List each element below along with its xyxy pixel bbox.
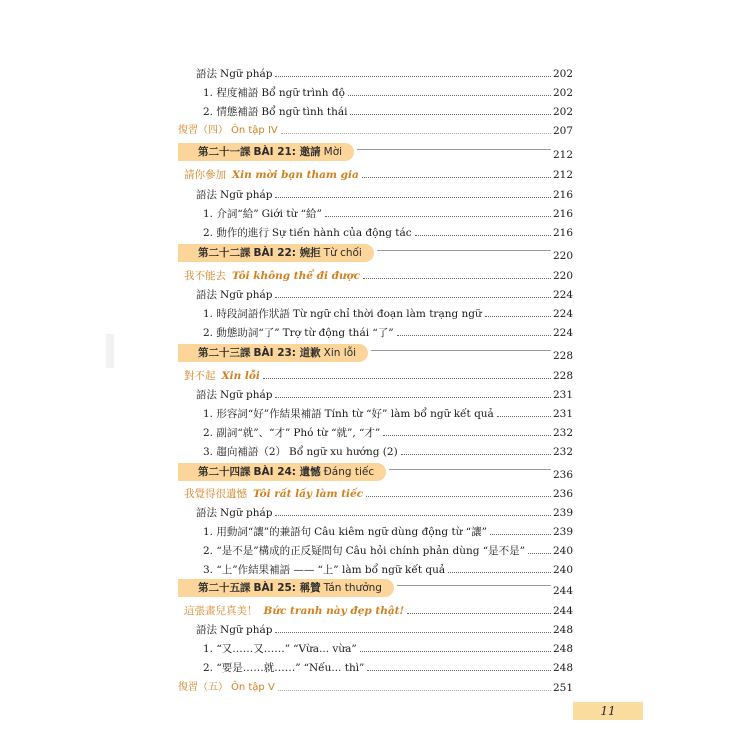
chinese-title: 這張畫兒真美！ bbox=[184, 605, 258, 617]
chinese-title: 對不起 bbox=[184, 370, 216, 382]
toc-entry-sub[interactable] bbox=[0, 556, 750, 576]
chinese-title: 語法 bbox=[196, 189, 217, 201]
toc-page-number: 232 bbox=[553, 427, 574, 439]
chinese-title: 語法 bbox=[196, 289, 217, 301]
toc-entry-label bbox=[178, 579, 394, 597]
vietnamese-title: Xin lỗi bbox=[221, 370, 260, 382]
toc-entry-grammar[interactable] bbox=[0, 616, 750, 636]
toc-page-number: 236 bbox=[553, 488, 574, 500]
toc-entry-dialog[interactable] bbox=[0, 262, 750, 282]
dot-leader bbox=[497, 415, 551, 417]
toc-entry-label bbox=[203, 446, 398, 458]
dot-leader bbox=[485, 315, 551, 317]
toc-page-number: 202 bbox=[553, 68, 574, 80]
toc-page-number: 216 bbox=[553, 208, 574, 220]
chinese-title: 2. 動作的進行 bbox=[203, 227, 269, 239]
chinese-title: 1. “又……又……” bbox=[203, 643, 291, 655]
dot-leader bbox=[397, 584, 551, 586]
dot-leader bbox=[371, 349, 551, 351]
chinese-title: 2. 副詞“就”、“才” bbox=[203, 427, 291, 439]
toc-page-number: 224 bbox=[553, 308, 574, 320]
lesson-chinese-topic: 遺憾 bbox=[299, 466, 321, 478]
chinese-title: 語法 bbox=[196, 68, 217, 80]
chinese-title: 第二十二課 bbox=[198, 247, 251, 259]
toc-entry-dialog[interactable] bbox=[0, 480, 750, 500]
side-marker bbox=[106, 334, 114, 368]
toc-entry-grammar[interactable] bbox=[0, 381, 750, 401]
chinese-title: 第二十一課 bbox=[198, 146, 251, 158]
vietnamese-title: Xin mời bạn tham gia bbox=[232, 169, 359, 181]
toc-page-number: 216 bbox=[553, 189, 574, 201]
toc-page-number: 240 bbox=[553, 545, 574, 557]
dot-leader bbox=[275, 75, 551, 77]
toc-entry-sub[interactable] bbox=[0, 98, 750, 118]
vietnamese-title: Ôn tập IV bbox=[231, 125, 278, 136]
toc-entry-sub[interactable] bbox=[0, 518, 750, 538]
dot-leader bbox=[360, 650, 551, 652]
toc-page-number: 248 bbox=[553, 624, 574, 636]
dot-leader bbox=[366, 495, 551, 497]
vietnamese-title: Từ chối bbox=[323, 247, 362, 259]
toc-entry-label bbox=[178, 682, 275, 694]
chinese-title: 語法 bbox=[196, 624, 217, 636]
toc-page-number: 228 bbox=[553, 350, 574, 362]
chinese-title: 3. “上”作結果補語 —— bbox=[203, 564, 315, 576]
vietnamese-title: Ôn tập V bbox=[231, 682, 275, 693]
dot-leader bbox=[383, 434, 551, 436]
vietnamese-title: Tính từ “好” làm bổ ngữ kết quả bbox=[324, 408, 494, 420]
toc-entry-grammar[interactable] bbox=[0, 281, 750, 301]
vietnamese-title: Đáng tiếc bbox=[323, 466, 375, 478]
lesson-chinese-topic: 道歉 bbox=[299, 347, 321, 359]
vietnamese-title: “Vừa... vừa” bbox=[293, 643, 357, 655]
dot-leader bbox=[367, 669, 551, 671]
toc-page-number: 231 bbox=[553, 408, 574, 420]
toc-page-number: 220 bbox=[553, 270, 574, 282]
toc-entry-grammar[interactable] bbox=[0, 499, 750, 519]
toc-page-number: 228 bbox=[553, 370, 574, 382]
toc-entry-label bbox=[203, 662, 364, 674]
dot-leader bbox=[275, 631, 551, 633]
chinese-title: 3. 趨向補語（2） bbox=[203, 446, 287, 458]
vietnamese-title: Tôi không thể đi được bbox=[232, 270, 360, 282]
vietnamese-title: Câu kiêm ngữ dùng động từ “讓” bbox=[314, 526, 488, 538]
dot-leader bbox=[357, 148, 551, 150]
toc-entry-label bbox=[203, 327, 394, 339]
chinese-title: 2. “要是……就……” bbox=[203, 662, 301, 674]
lesson-number: BÀI 23: bbox=[253, 347, 297, 359]
toc-page-number: 202 bbox=[553, 106, 574, 118]
lesson-chinese-topic: 婉拒 bbox=[299, 247, 321, 259]
toc-entry-sub[interactable] bbox=[0, 79, 750, 99]
chinese-title: 2. 動態助詞“了” bbox=[203, 327, 280, 339]
dot-leader bbox=[275, 514, 551, 516]
dot-leader bbox=[275, 396, 551, 398]
dot-leader bbox=[415, 234, 551, 236]
toc-entry-label bbox=[203, 227, 412, 239]
vietnamese-title: Ngữ pháp bbox=[220, 68, 273, 80]
chinese-title: 復習（四） bbox=[178, 125, 228, 136]
vietnamese-title: Tán thưởng bbox=[323, 582, 382, 594]
chinese-title: 我覺得很遺憾 bbox=[184, 488, 247, 500]
vietnamese-title: Bổ ngữ xu hướng (2) bbox=[289, 446, 398, 458]
toc-entry-lesson[interactable] bbox=[0, 575, 750, 597]
toc-entry-grammar[interactable] bbox=[0, 181, 750, 201]
vietnamese-title: Tôi rất lấy làm tiếc bbox=[253, 488, 364, 500]
vietnamese-title: Sự tiến hành của động tác bbox=[271, 227, 412, 239]
toc-entry-label bbox=[178, 244, 374, 262]
chinese-title: 我不能去 bbox=[184, 270, 226, 282]
toc-entry-review[interactable] bbox=[0, 117, 750, 137]
toc-page-number: 220 bbox=[553, 250, 574, 262]
vietnamese-title: Bức tranh này đẹp thật! bbox=[263, 605, 405, 617]
dot-leader bbox=[348, 94, 551, 96]
toc-page-number: 244 bbox=[553, 585, 574, 597]
vietnamese-title: Ngữ pháp bbox=[220, 507, 273, 519]
lesson-number: BÀI 25: bbox=[253, 582, 297, 594]
vietnamese-title: Câu hỏi chính phản dùng “是不是” bbox=[345, 545, 526, 557]
toc-page-number: 248 bbox=[553, 662, 574, 674]
toc-entry-label bbox=[184, 169, 359, 181]
toc-page-number: 244 bbox=[553, 605, 574, 617]
toc-page-number: 239 bbox=[553, 507, 574, 519]
toc-page-number: 224 bbox=[553, 327, 574, 339]
dot-leader bbox=[389, 468, 551, 470]
vietnamese-title: Ngữ pháp bbox=[220, 624, 273, 636]
dot-leader bbox=[281, 132, 551, 134]
toc-entry-lesson[interactable] bbox=[0, 240, 750, 262]
toc-entry-lesson[interactable] bbox=[0, 459, 750, 481]
dot-leader bbox=[377, 249, 551, 251]
toc-entry-sub[interactable] bbox=[0, 438, 750, 458]
dot-leader bbox=[528, 552, 551, 554]
vietnamese-title: Xin lỗi bbox=[323, 347, 357, 359]
toc-entry-label bbox=[178, 125, 278, 137]
vietnamese-title: Ngữ pháp bbox=[220, 289, 273, 301]
toc-entry-label bbox=[178, 463, 386, 481]
toc-entry-dialog[interactable] bbox=[0, 597, 750, 617]
toc-entry-sub[interactable] bbox=[0, 200, 750, 220]
chinese-title: 1. 介詞“給” bbox=[203, 208, 259, 220]
dot-leader bbox=[275, 196, 551, 198]
vietnamese-title: Từ ngữ chỉ thời đoạn làm trạng ngữ bbox=[292, 308, 482, 320]
dot-leader bbox=[490, 533, 551, 535]
vietnamese-title: Ngữ pháp bbox=[220, 189, 273, 201]
toc-page-number: 248 bbox=[553, 643, 574, 655]
toc-page-number: 212 bbox=[553, 149, 574, 161]
vietnamese-title: Phó từ “就”, “才” bbox=[293, 427, 381, 439]
lesson-number: BÀI 22: bbox=[253, 247, 297, 259]
dot-leader bbox=[407, 612, 551, 614]
chinese-title: 語法 bbox=[196, 389, 217, 401]
vietnamese-title: Bổ ngữ trình độ bbox=[261, 87, 345, 99]
toc-entry-sub[interactable] bbox=[0, 419, 750, 439]
toc-entry-lesson[interactable] bbox=[0, 139, 750, 161]
dot-leader bbox=[275, 296, 551, 298]
toc-page-number: 202 bbox=[553, 87, 574, 99]
toc-entry-review[interactable] bbox=[0, 674, 750, 694]
dot-leader bbox=[448, 571, 551, 573]
toc-entry-grammar[interactable] bbox=[0, 60, 750, 80]
dot-leader bbox=[278, 689, 551, 691]
toc-entry-label bbox=[178, 143, 354, 161]
dot-leader bbox=[263, 377, 551, 379]
toc-page-number: 236 bbox=[553, 469, 574, 481]
chinese-title: 1. 形容詞“好”作結果補語 bbox=[203, 408, 322, 420]
chinese-title: 語法 bbox=[196, 507, 217, 519]
toc-page-number: 224 bbox=[553, 289, 574, 301]
toc-page-number: 216 bbox=[553, 227, 574, 239]
lesson-chinese-topic: 稱贊 bbox=[299, 582, 321, 594]
dot-leader bbox=[397, 334, 551, 336]
chinese-title: 第二十四課 bbox=[198, 466, 251, 478]
toc-page-number: 231 bbox=[553, 389, 574, 401]
chinese-title: 2. “是不是”構成的正反疑問句 bbox=[203, 545, 343, 557]
dot-leader bbox=[325, 215, 551, 217]
chinese-title: 第二十五課 bbox=[198, 582, 251, 594]
dot-leader bbox=[363, 277, 551, 279]
lesson-number: BÀI 21: bbox=[253, 146, 297, 158]
chinese-title: 1. 程度補語 bbox=[203, 87, 259, 99]
toc-page-number: 212 bbox=[553, 169, 574, 181]
chinese-title: 1. 用動詞“讓”的兼語句 bbox=[203, 526, 312, 538]
chinese-title: 2. 情態補語 bbox=[203, 106, 259, 118]
vietnamese-title: Mời bbox=[323, 146, 343, 158]
toc-page-number: 232 bbox=[553, 446, 574, 458]
toc-page-number: 251 bbox=[553, 682, 574, 694]
toc-page-number: 239 bbox=[553, 526, 574, 538]
toc-entry-dialog[interactable] bbox=[0, 161, 750, 181]
chinese-title: 1. 時段詞語作狀語 bbox=[203, 308, 290, 320]
toc-entry-sub[interactable] bbox=[0, 300, 750, 320]
toc-entry-label bbox=[178, 344, 368, 362]
toc-page-number: 207 bbox=[553, 125, 574, 137]
vietnamese-title: Bổ ngữ tình thái bbox=[261, 106, 348, 118]
vietnamese-title: Giới từ “給” bbox=[261, 208, 322, 220]
toc-entry-sub[interactable] bbox=[0, 537, 750, 557]
dot-leader bbox=[401, 453, 551, 455]
vietnamese-title: Trợ từ động thái “了” bbox=[282, 327, 394, 339]
toc-entry-sub[interactable] bbox=[0, 654, 750, 674]
chinese-title: 請你參加 bbox=[184, 169, 226, 181]
vietnamese-title: “上” làm bổ ngữ kết quả bbox=[317, 564, 446, 576]
toc-entry-sub[interactable] bbox=[0, 219, 750, 239]
vietnamese-title: Ngữ pháp bbox=[220, 389, 273, 401]
toc-entry-sub[interactable] bbox=[0, 400, 750, 420]
page-number: 11 bbox=[573, 702, 643, 720]
lesson-number: BÀI 24: bbox=[253, 466, 297, 478]
chinese-title: 第二十三課 bbox=[198, 347, 251, 359]
chinese-title: 復習（五） bbox=[178, 682, 228, 693]
vietnamese-title: “Nếu... thì” bbox=[303, 662, 365, 674]
dot-leader bbox=[362, 176, 551, 178]
lesson-chinese-topic: 邀請 bbox=[299, 146, 321, 158]
toc-page-number: 240 bbox=[553, 564, 574, 576]
dot-leader bbox=[350, 113, 551, 115]
toc-entry-sub[interactable] bbox=[0, 635, 750, 655]
